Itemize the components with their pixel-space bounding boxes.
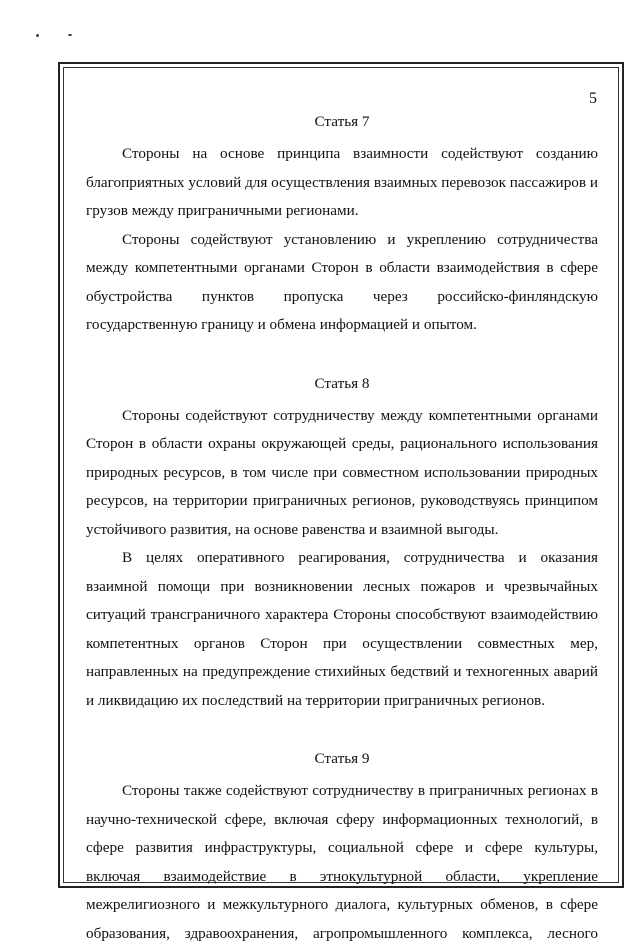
scan-speck [36,34,39,37]
paragraph: Стороны на основе принципа взаимности содействуют созданию благоприятных условий для осуществления взаимных перевозок пассажиров и грузов между приграничными регионами. [86,145,598,219]
article-9 [86,745,598,948]
document-body [86,108,598,948]
article-heading: Статья 8 [314,374,370,392]
article-heading: Статья 9 [314,750,370,767]
page-number: 5 [589,90,597,107]
paragraph: Стороны содействуют сотрудничеству между компетентными органами Сторон в области охраны окружающей среды, рационального использования природных ресурсов, в том числе при совместном использовании природных ресурсов, на территории приграничных регионов, руководствуясь принципом устойчивого развития, на основе равенства и взаимной выгоды. [86,406,598,538]
scan-speck [68,34,72,36]
paragraph: В целях оперативного реагирования, сотрудничества и оказания взаимной помощи при возникновении лесных пожаров и чрезвычайных ситуаций трансграничного характера Стороны способствуют взаимодействию компетентных органов Сторон при осуществлении совместных мер, направленных на предупреждение стихийных бедствий и техногенных аварий и ликвидацию их последствий на территории приграничных регионов. [86,549,598,709]
article-heading: Статья 7 [314,113,370,130]
paragraph: Стороны также содействуют сотрудничеству в приграничных регионах в научно-технической сфере, включая сферу информационных технологий, в сфере развития инфраструктуры, социальной сфере и сфере культуры, включая взаимодействие в этнокультурной области, укрепление межрелигиозного и межкультурного диалога, культурных обменов, в сфере образования, здравоохранения, агропромышленного комплекса, лесного [86,782,598,942]
paragraph: Стороны содействуют установлению и укреплению сотрудничества между компетентными органами Сторон в области взаимодействия в сфере обустройства пунктов пропуска через российско-финляндскую государственную границу и обмена информацией и опытом. [86,230,598,333]
article-8 [86,370,598,716]
article-7 [86,108,598,340]
